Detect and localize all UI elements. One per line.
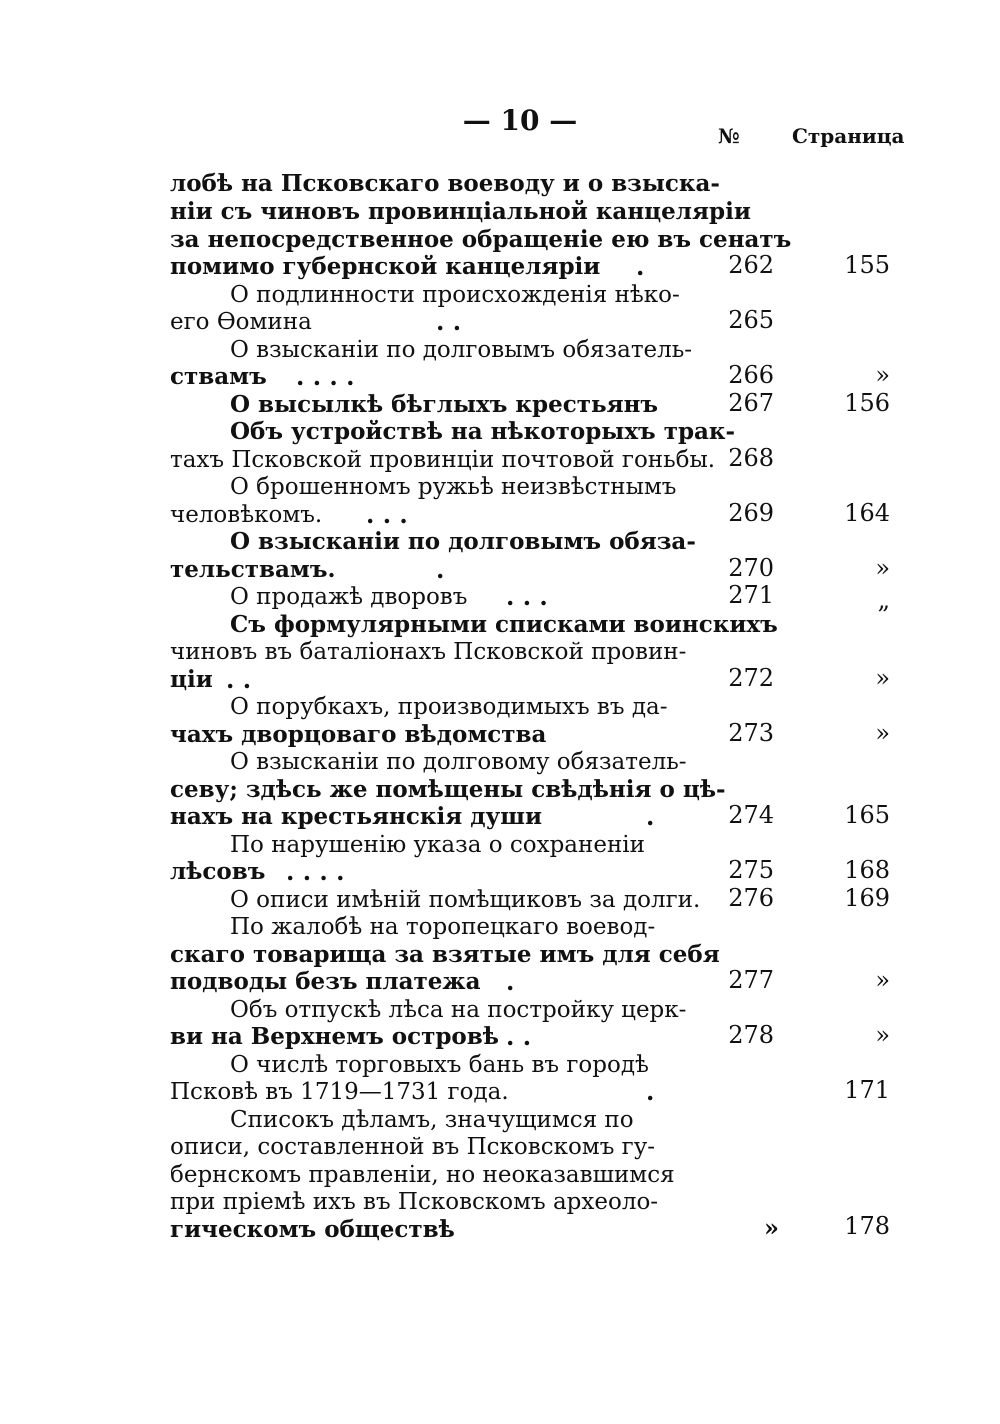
entry-page: 168 <box>844 856 890 884</box>
entry-number: 266 <box>728 361 774 389</box>
text-line: помимо губернской канцеляріи <box>170 253 601 280</box>
text-line: О подлинности происхожденія нѣко- <box>230 282 680 308</box>
text-line: человѣкомъ. <box>170 502 323 528</box>
dot-leader: . . . <box>506 582 548 611</box>
text-line: за непосредственное обращеніе ею въ сенатъ <box>170 226 792 253</box>
entry-page: 155 <box>844 251 890 279</box>
text-line: ціи <box>170 666 213 693</box>
entry-page: 171 <box>844 1076 890 1104</box>
text-line: ви на Верхнемъ островѣ <box>170 1023 499 1050</box>
column-header-page: Страница <box>792 124 905 148</box>
text-line: нахъ на крестьянскія души <box>170 803 543 830</box>
entry-page: 165 <box>844 801 890 829</box>
dot-leader: . . <box>226 665 252 694</box>
entry-number: 273 <box>728 719 774 747</box>
text-line: Съ формулярными списками воинскихъ <box>230 611 778 638</box>
text-line: подводы безъ платежа <box>170 968 481 995</box>
text-line: О взысканіи по долговымъ обяза- <box>230 528 696 555</box>
text-line: лобѣ на Псковскаго воеводу и о взыска- <box>170 170 720 197</box>
text-line: О порубкахъ, производимыхъ въ да- <box>230 694 668 720</box>
text-line: О продажѣ дворовъ <box>230 584 468 610</box>
text-line: По жалобѣ на торопецкаго воевод- <box>230 914 656 940</box>
text-line: Списокъ дѣламъ, значущимся по <box>230 1107 634 1133</box>
entry-page: 156 <box>844 389 890 417</box>
text-line: описи, составленной въ Псковскомъ гу- <box>170 1134 655 1160</box>
entry-number: 278 <box>728 1021 774 1049</box>
text-line: По нарушенію указа о сохраненіи <box>230 832 645 858</box>
entry-page: » <box>875 361 890 389</box>
entry-number: 267 <box>728 389 774 417</box>
entry-page: » <box>875 554 890 582</box>
entry-number: 265 <box>728 306 774 334</box>
entry-page: „ <box>877 586 890 614</box>
text-line: О взысканіи по долговому обязатель- <box>230 749 687 775</box>
text-line: севу; здѣсь же помѣщены свѣдѣнія о цѣ- <box>170 776 726 803</box>
dot-leader: . . . . <box>296 362 355 391</box>
text-line: скаго товарища за взятые имъ для себя <box>170 941 720 968</box>
entry-number: 275 <box>728 856 774 884</box>
dot-leader: . . . . <box>286 857 345 886</box>
column-header-number: № <box>718 124 740 148</box>
dot-leader: . <box>636 252 645 281</box>
text-line: тахъ Псковской провинціи почтовой гоньбы. <box>170 447 716 473</box>
text-line: ніи съ чиновъ провинціальной канцеляріи <box>170 198 751 225</box>
text-line: Объ отпускѣ лѣса на постройку церк- <box>230 997 687 1023</box>
entry-page: 164 <box>844 499 890 527</box>
entry-number: 270 <box>728 554 774 582</box>
entry-page: » <box>875 664 890 692</box>
text-line: О числѣ торговыхъ бань въ городѣ <box>230 1052 649 1078</box>
text-line: О взысканіи по долговымъ обязатель- <box>230 337 693 363</box>
entry-page: » <box>875 719 890 747</box>
text-line: О брошенномъ ружьѣ неизвѣстнымъ <box>230 474 677 500</box>
dot-leader: » <box>764 1213 779 1242</box>
text-line: ствамъ <box>170 363 267 390</box>
text-line: чахъ дворцоваго вѣдомства <box>170 721 547 748</box>
entry-number: 274 <box>728 801 774 829</box>
entry-page: » <box>875 1021 890 1049</box>
text-line: Объ устройствѣ на нѣкоторыхъ трак- <box>230 418 736 445</box>
dot-leader: . . <box>506 1022 532 1051</box>
dot-leader: . . <box>436 307 462 336</box>
text-line: тельствамъ. <box>170 556 336 583</box>
entry-page: » <box>875 966 890 994</box>
text-line: гическомъ обществѣ <box>170 1216 455 1243</box>
text-line: его Ѳомина <box>170 309 312 335</box>
dot-leader: . <box>646 1077 655 1106</box>
entry-page: 169 <box>844 884 890 912</box>
entry-number: 269 <box>728 499 774 527</box>
text-line: Псковѣ въ 1719—1731 года. <box>170 1079 509 1105</box>
text-line: чиновъ въ баталіонахъ Псковской провин- <box>170 639 687 665</box>
entry-number: 276 <box>728 884 774 912</box>
entry-number: 277 <box>728 966 774 994</box>
dot-leader: . <box>436 555 445 584</box>
dot-leader: . <box>646 802 655 831</box>
text-line: О высылкѣ бѣглыхъ крестьянъ <box>230 391 659 418</box>
entry-number: 272 <box>728 664 774 692</box>
dot-leader: . . . <box>366 500 408 529</box>
entry-number: 268 <box>728 444 774 472</box>
text-line: при пріемѣ ихъ въ Псковскомъ археоло- <box>170 1189 659 1215</box>
entry-page: 178 <box>844 1212 890 1240</box>
text-line: бернскомъ правленіи, но неоказавшимся <box>170 1162 675 1188</box>
entry-number: 271 <box>728 581 774 609</box>
dot-leader: . <box>506 967 515 996</box>
entry-number: 262 <box>728 251 774 279</box>
text-line: О описи имѣній помѣщиковъ за долги. <box>230 887 701 913</box>
text-line: лѣсовъ <box>170 858 266 885</box>
page-number: — 10 — <box>462 104 578 137</box>
